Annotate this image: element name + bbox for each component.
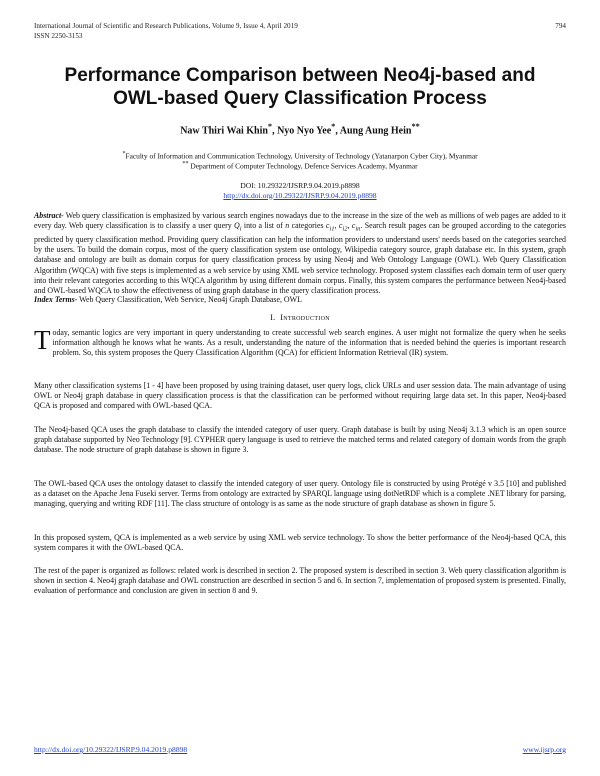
intro-paragraph-1-text: oday, semantic logics are very important in query understanding to create successful web search engines. A user might not formalize the query when he seeks information although he knows what he wants. As a result, understanding the nature of the information that is needed behind the queries is important research problem. So, this system proposes the Query Classification Algorithm (QCA) for efficient Information Retrieval (IR) system. <box>52 328 566 358</box>
doi-link[interactable]: http://dx.doi.org/10.29322/IJSRP.9.04.2019.p8898 <box>223 190 377 200</box>
abstract <box>34 211 566 296</box>
running-header <box>34 22 298 41</box>
title-line-2: OWL-based Query Classification Process <box>113 88 487 109</box>
c3-subscript: in <box>355 225 361 233</box>
author-3-mark: ** <box>411 122 420 131</box>
affiliation-2-mark: ** <box>182 161 189 167</box>
query-subscript: i <box>239 225 242 233</box>
c1-symbol: c <box>325 221 330 231</box>
intro-paragraph-4: The OWL-based QCA uses the ontology dataset to classify the intended category of user query. Ontology file is constructed by using Protégé v 3.5 [10] and published as a dataset on the Apache Jena Fuseki server. Terms from ontology are extracted by SPARQL language using dotNetRDF which is a complete .NET library for parsing, managing, querying and writing RDF [11]. The class structure of ontology is as same as the node structure of graph database as shown in figure 5. <box>34 479 566 509</box>
abstract-text-3: categories <box>289 221 326 231</box>
intro-paragraph-1 <box>34 325 566 359</box>
author-3: Aung Aung Hein <box>339 125 412 137</box>
author-1-mark: * <box>267 122 273 131</box>
abstract-sep-1: , <box>334 221 339 231</box>
c1-subscript: i1 <box>329 225 335 233</box>
query-symbol: Q <box>234 221 240 231</box>
page-number: 794 <box>555 22 566 30</box>
n-symbol: n <box>285 221 290 231</box>
section-title: Introduction <box>280 313 330 322</box>
section-number: I. <box>270 313 276 322</box>
doi-block <box>40 181 560 200</box>
author-1: Naw Thiri Wai Khin <box>180 125 268 137</box>
c2-symbol: c <box>338 221 343 231</box>
affiliation-1-mark: * <box>122 151 126 157</box>
intro-paragraph-2: Many other classification systems [1 - 4] have been proposed by using training dataset, user query logs, click URLs and user session data. The main advantage of using OWL or Neo4j graph database in query classification process is that the classification can be performed without requiring large data set. In this paper, Neo4j-based QCA is proposed and compared with OWL-based QCA. <box>34 381 566 411</box>
c3-symbol: c <box>351 221 356 231</box>
index-terms <box>34 295 566 305</box>
abstract-text-1: Web query classification is emphasized by various search engines nowadays due to the increase in the size of the web as millions of web pages are added to it every day. Web query classification is to classify a user query <box>34 211 566 231</box>
abstract-label: Abstract- <box>34 211 64 220</box>
index-terms-label: Index Terms <box>34 295 75 304</box>
section-heading <box>34 313 566 322</box>
index-terms-text: - Web Query Classification, Web Service, Neo4j Graph Database, OWL <box>74 295 302 304</box>
doi-text: DOI: 10.29322/IJSRP.9.04.2019.p8898 <box>240 181 360 190</box>
drop-cap: T <box>34 325 51 355</box>
abstract-text-2: into a list of <box>241 221 286 231</box>
footer-left <box>34 745 187 754</box>
paper-title <box>40 64 560 110</box>
abstract-sep-2: , <box>347 221 352 231</box>
title-line-1: Performance Comparison between Neo4j-based and <box>64 65 536 86</box>
journal-line: International Journal of Scientific and Research Publications, Volume 9, Issue 4, April 2019 <box>34 22 298 30</box>
author-2: Nyo Nyo Yee <box>277 125 332 137</box>
c2-subscript: i2 <box>342 225 348 233</box>
author-list: Naw Thiri Wai Khin*, Nyo Nyo Yee*, Aung Aung Hein** <box>180 122 420 137</box>
footer-right <box>523 745 566 754</box>
affiliation-2 <box>40 160 560 171</box>
issn-line: ISSN 2250-3153 <box>34 31 83 40</box>
affiliation-1-text: Faculty of Information and Communication Technology, University of Technology (Yatanarpon Cyber City), Myanmar <box>125 151 478 161</box>
intro-paragraph-6: The rest of the paper is organized as follows: related work is described in section 2. The proposed system is described in section 3. Web query classification algorithm is shown in section 4. Neo4j graph database and OWL construction are described in section 5 and 6. In section 7, implementation of proposed system is presented. Finally, evaluation of performance and conclusion are given in section 8 and 9. <box>34 566 566 596</box>
footer-doi-link[interactable]: http://dx.doi.org/10.29322/IJSRP.9.04.2019.p8898 <box>34 745 188 754</box>
intro-paragraph-3: The Neo4j-based QCA uses the graph database to classify the intended category of user query. Graph database is built by using Neo4j 3.1.3 which is an open source graph database supported by Neo Technology [9]. CYPHER query language is used to retrieve the matched terms and related category of domain words from the graph database. The node structure of graph database is shown in figure 3. <box>34 425 566 455</box>
footer-site-link[interactable]: www.ijsrp.org <box>522 745 566 754</box>
abstract-text-4: . Search result pages can be grouped according to the categories predicted by query classification method. Providing query classification can help the information providers to understand users' needs based on the categories searched by the users. To build the domain corpus, most of the query classification system use ontology, Wikipedia category source, graph database etc. In this system, graph database and ontology are built as domain corpus for query classification process by using Neo4j and Web Ontology Language (OWL). Web Query Classification Algorithm (WQCA) with five steps is implemented as a web service by using XML web service technology. Proposed system classifies each domain term of user query into their relevant categories according to this WQCA algorithm by using different domain corpus. Finally, this system compares the performance between Neo4j-based and OWL-based WQCA to show the effectiveness of using graph database in the query classification process. <box>34 221 566 295</box>
author-2-mark: * <box>331 122 336 131</box>
affiliation-2-text: Department of Computer Technology, Defence Services Academy, Myanmar <box>190 161 418 171</box>
intro-paragraph-5: In this proposed system, QCA is implemented as a web service by using XML web service technology. To show the better performance of the Neo4j-based QCA, this system compares it with the OWL-based QCA. <box>34 533 566 553</box>
